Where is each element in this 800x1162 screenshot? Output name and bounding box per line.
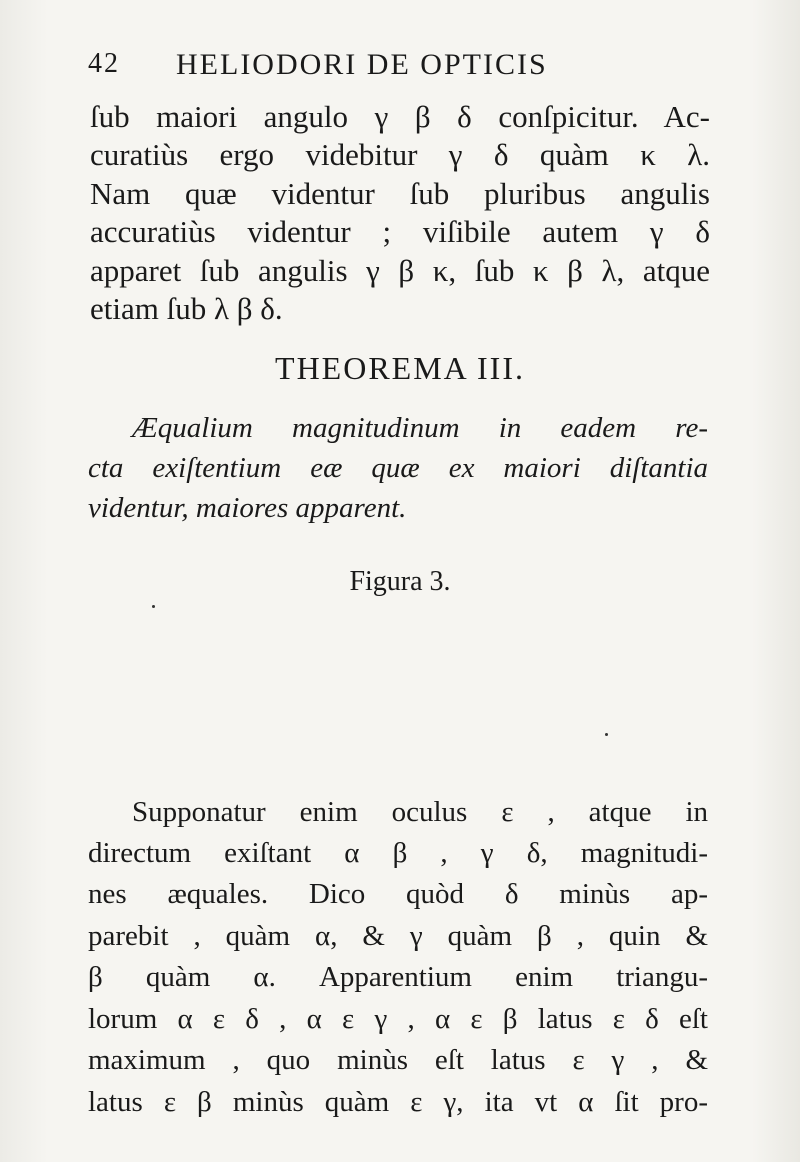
text-line: lorum α ε δ , α ε γ , α ε β latus ε δ eſt: [88, 1003, 708, 1035]
text-line: Nam quæ videntur ſub pluribus angulis: [90, 176, 710, 211]
page-number: 42: [88, 48, 120, 79]
text-line: nes æquales. Dico quòd δ minùs ap-: [88, 878, 708, 910]
theorem-heading: THEOREMA III.: [275, 350, 525, 386]
figure-caption: Figura 3.: [349, 566, 451, 597]
statement-line: Æqualium magnitudinum in eadem re-: [132, 412, 708, 444]
text-line: ſub maiori angulo γ β δ conſpicitur. Ac-: [90, 99, 710, 134]
figure-area: [120, 615, 680, 775]
text-line: accuratiùs videntur ; viſibile autem γ δ: [90, 214, 710, 249]
running-title: HELIODORI DE OPTICIS: [176, 48, 548, 81]
text-line: directum exiſtant α β , γ δ, magnitudi-: [88, 837, 708, 869]
text-line: etiam ſub λ β δ.: [90, 291, 283, 326]
text-line: curatiùs ergo videbitur γ δ quàm κ λ.: [90, 137, 710, 172]
text-line: maximum , quo minùs eſt latus ε γ , &: [88, 1044, 708, 1076]
text-line: latus ε β minùs quàm ε γ, ita vt α ſit pro-: [88, 1086, 708, 1118]
text-line: β quàm α. Apparentium enim triangu-: [88, 961, 708, 993]
text-line: Supponatur enim oculus ε , atque in: [132, 796, 708, 828]
statement-line: videntur, maiores apparent.: [88, 492, 407, 524]
text-line: parebit , quàm α, & γ quàm β , quin &: [88, 920, 708, 952]
text-line: apparet ſub angulis γ β κ, ſub κ β λ, atque: [90, 253, 710, 288]
statement-line: cta exiſtentium eæ quæ ex maiori diſtantia: [88, 452, 708, 484]
